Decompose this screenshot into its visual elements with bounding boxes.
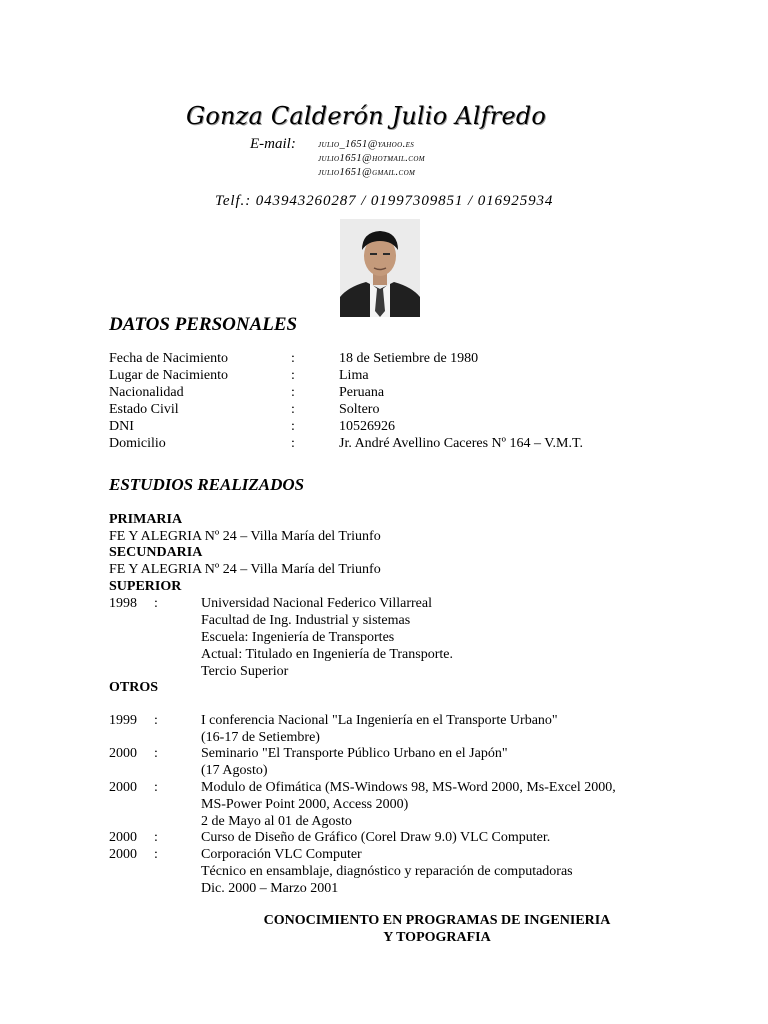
entry-details — [201, 745, 681, 779]
row-label: Nacionalidad — [109, 385, 184, 400]
row-separator: : — [291, 385, 295, 400]
entry-year: 2000 — [109, 847, 137, 862]
entry-year: 2000 — [109, 780, 137, 795]
entry-line: Seminario "El Transporte Público Urbano en el Japón" — [201, 746, 508, 761]
row-value: 18 de Setiembre de 1980 — [339, 351, 479, 366]
row-value: Peruana — [339, 385, 385, 400]
entry-line: Modulo de Ofimática (MS-Windows 98, MS-Word 2000, Ms-Excel 2000, — [201, 780, 616, 795]
row-separator: : — [291, 368, 295, 383]
entry-line: Curso de Diseño de Gráfico (Corel Draw 9.0) VLC Computer. — [201, 830, 551, 845]
superior-label: SUPERIOR — [109, 579, 182, 594]
entry-year: 2000 — [109, 830, 137, 845]
email-address[interactable]: julio_1651@yahoo.es — [318, 139, 415, 150]
secundaria-school: FE Y ALEGRIA Nº 24 – Villa María del Triunfo — [109, 562, 381, 577]
entry-line: Corporación VLC Computer — [201, 847, 362, 862]
entry-separator: : — [154, 596, 158, 611]
primaria-label: PRIMARIA — [109, 512, 183, 527]
row-value: Lima — [339, 368, 369, 383]
row-value: 10526926 — [339, 419, 395, 434]
row-label: Domicilio — [109, 436, 166, 451]
row-label: Lugar de Nacimiento — [109, 368, 228, 383]
row-separator: : — [291, 436, 295, 451]
entry-line: MS-Power Point 2000, Access 2000) — [201, 797, 409, 812]
email-address[interactable]: julio1651@gmail.com — [318, 167, 416, 178]
row-label: Estado Civil — [109, 402, 179, 417]
entry-line: (17 Agosto) — [201, 763, 268, 778]
entry-separator: : — [154, 830, 158, 845]
entry-line: (16-17 de Setiembre) — [201, 730, 320, 745]
email-list — [318, 138, 425, 180]
section-title-estudios: ESTUDIOS REALIZADOS — [109, 475, 305, 494]
entry-line: Escuela: Ingeniería de Transportes — [201, 630, 395, 645]
row-label: Fecha de Nacimiento — [109, 351, 228, 366]
email-label: E-mail: — [250, 136, 296, 152]
entry-details — [201, 846, 681, 897]
section-title-datos-personales: DATOS PERSONALES — [109, 314, 298, 335]
row-separator: : — [291, 402, 295, 417]
entry-details — [201, 595, 681, 680]
row-value: Jr. André Avellino Caceres Nº 164 – V.M.T. — [339, 436, 584, 451]
entry-line: 2 de Mayo al 01 de Agosto — [201, 814, 352, 829]
otros-label: OTROS — [109, 680, 159, 695]
row-value: Soltero — [339, 402, 380, 417]
entry-line: Dic. 2000 – Marzo 2001 — [201, 881, 339, 896]
entry-year: 1998 — [109, 596, 137, 611]
secundaria-label: SECUNDARIA — [109, 545, 203, 560]
entry-separator: : — [154, 746, 158, 761]
row-label: DNI — [109, 419, 134, 434]
entry-details — [201, 712, 681, 746]
entry-year: 2000 — [109, 746, 137, 761]
footer-title-line: Y TOPOGRAFIA — [383, 930, 491, 945]
row-separator: : — [291, 351, 295, 366]
entry-details — [201, 829, 681, 846]
phone-numbers: Telf.: 043943260287 / 01997309851 / 016925934 — [215, 193, 554, 209]
profile-photo — [340, 219, 420, 317]
row-separator: : — [291, 419, 295, 434]
entry-line: Actual: Titulado en Ingeniería de Transporte. — [201, 647, 453, 662]
entry-line: I conferencia Nacional "La Ingeniería en el Transporte Urbano" — [201, 713, 558, 728]
entry-line: Tercio Superior — [201, 664, 289, 679]
entry-separator: : — [154, 780, 158, 795]
email-address[interactable]: julio1651@hotmail.com — [318, 153, 426, 164]
entry-separator: : — [154, 713, 158, 728]
entry-line: Facultad de Ing. Industrial y sistemas — [201, 613, 411, 628]
candidate-name: Gonza Calderón Julio Alfredo — [186, 102, 547, 130]
entry-line: Técnico en ensamblaje, diagnóstico y reparación de computadoras — [201, 864, 573, 879]
entry-year: 1999 — [109, 713, 137, 728]
entry-details — [201, 779, 681, 830]
entry-line: Universidad Nacional Federico Villarreal — [201, 596, 432, 611]
entry-separator: : — [154, 847, 158, 862]
primaria-school: FE Y ALEGRIA Nº 24 – Villa María del Triunfo — [109, 529, 381, 544]
section-title-conocimientos — [0, 912, 768, 946]
portrait-image — [340, 219, 420, 317]
footer-title-line: CONOCIMIENTO EN PROGRAMAS DE INGENIERIA — [263, 913, 611, 928]
